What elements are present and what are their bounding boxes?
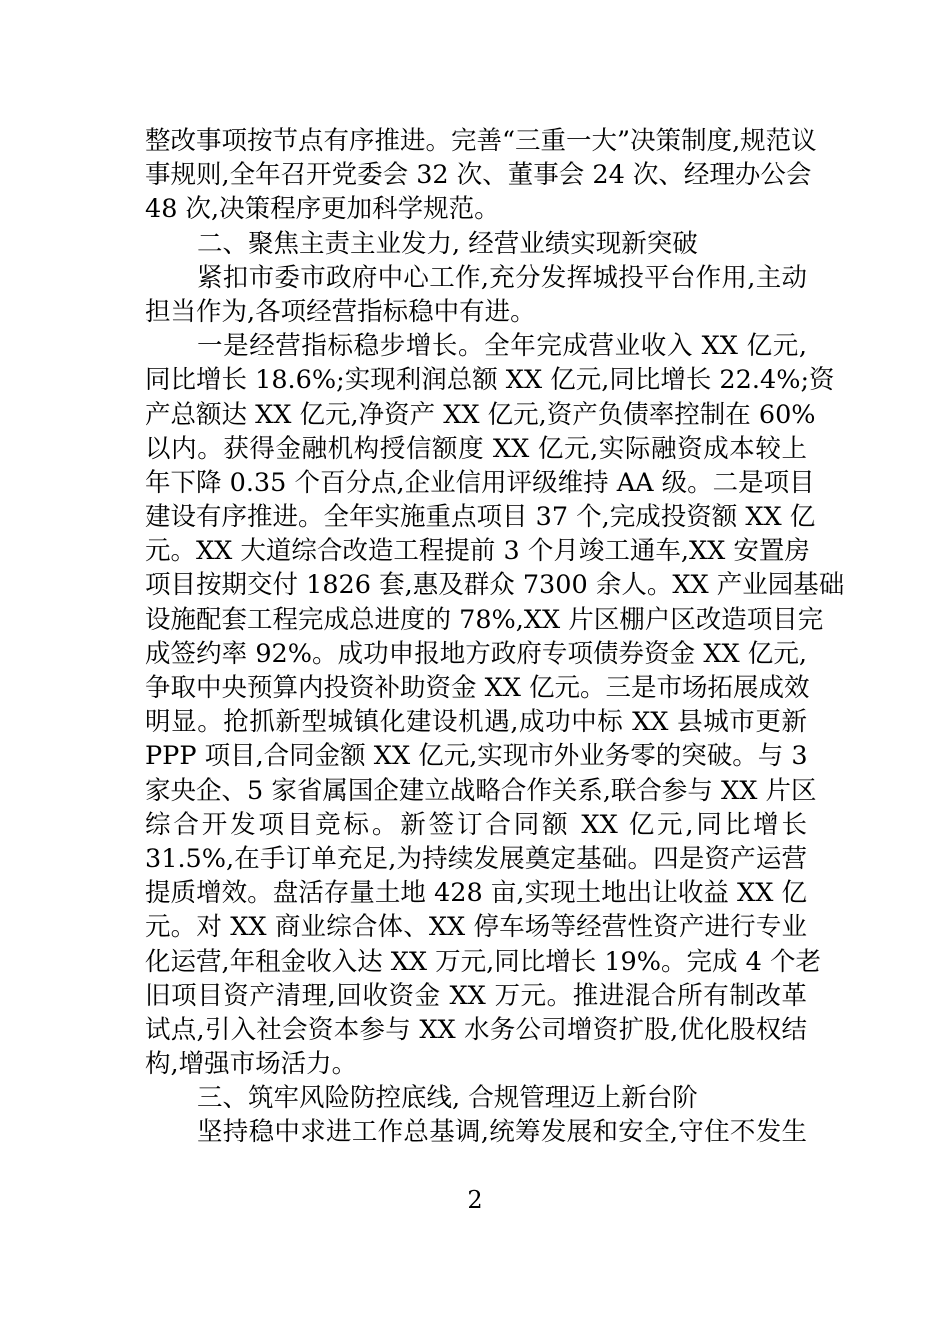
text-line: 综合开发项目竞标。新签订合同额 XX 亿元,同比增长	[145, 809, 807, 840]
text-line: 同比增长 18.6%;实现利润总额 XX 亿元,同比增长 22.4%;资	[145, 365, 835, 396]
text-line: 试点,引入社会资本参与 XX 水务公司增资扩股,优化股权结	[145, 1014, 807, 1045]
text-line: 设施配套工程完成总进度的 78%,XX 片区棚户区改造项目完	[145, 604, 824, 635]
text-line: 31.5%,在手订单充足,为持续发展奠定基础。四是资产运营	[145, 843, 807, 874]
text-line: 构,增强市场活力。	[145, 1049, 358, 1080]
text-line: 担当作为,各项经营指标稳中有进。	[145, 296, 536, 327]
text-line: 一是经营指标稳步增长。全年完成营业收入 XX 亿元,	[197, 331, 807, 362]
text-line: 化运营,年租金收入达 XX 万元,同比增长 19%。完成 4 个老	[145, 946, 821, 977]
text-line: 争取中央预算内投资补助资金 XX 亿元。三是市场拓展成效	[145, 673, 810, 703]
text-line: 提质增效。盘活存量土地 428 亩,实现土地出让收益 XX 亿	[145, 878, 807, 909]
para-intro-3	[145, 1115, 807, 1149]
para-continuation	[145, 124, 817, 227]
text-line: 项目按期交付 1826 套,惠及群众 7300 余人。XX 产业园基础	[145, 570, 845, 601]
text-line: 家央企、5 家省属国企建立战略合作关系,联合参与 XX 片区	[145, 775, 817, 806]
page-number: 2	[467, 1186, 483, 1214]
text-line: 元。XX 大道综合改造工程提前 3 个月竣工通车,XX 安置房	[145, 536, 810, 567]
text-line: 紧扣市委市政府中心工作,充分发挥城投平台作用,主动	[197, 262, 807, 293]
text-line: 年下降 0.35 个百分点,企业信用评级维持 AA 级。二是项目	[145, 467, 815, 498]
text-line: 成签约率 92%。成功申报地方政府专项债券资金 XX 亿元,	[145, 638, 807, 669]
para-operations	[145, 329, 845, 1081]
text-line: 元。对 XX 商业综合体、XX 停车场等经营性资产进行专业	[145, 912, 807, 943]
text-line: 48 次,决策程序更加科学规范。	[145, 194, 500, 225]
text-line: 产总额达 XX 亿元,净资产 XX 亿元,资产负债率控制在 60%	[145, 399, 816, 430]
text-line: 建设有序推进。全年实施重点项目 37 个,完成投资额 XX 亿	[145, 502, 816, 533]
text-line: 以内。获得金融机构授信额度 XX 亿元,实际融资成本较上	[145, 433, 807, 464]
text-line: 事规则,全年召开党委会 32 次、董事会 24 次、经理办公会	[145, 160, 812, 191]
text-line: 三、筑牢风险防控底线, 合规管理迈上新台阶	[197, 1083, 698, 1114]
text-line: 旧项目资产清理,回收资金 XX 万元。推进混合所有制改革	[145, 980, 807, 1011]
section-heading-3	[145, 1081, 807, 1115]
text-line: 二、聚焦主责主业发力, 经营业绩实现新突破	[197, 228, 698, 259]
text-line: 坚持稳中求进工作总基调,统筹发展和安全,守住不发生	[197, 1117, 807, 1148]
text-line: 整改事项按节点有序推进。完善“三重一大”决策制度,规范议	[145, 126, 817, 156]
text-line: 明显。抢抓新型城镇化建设机遇,成功中标 XX 县城市更新	[145, 707, 807, 738]
text-line: PPP 项目,合同金额 XX 亿元,实现市外业务零的突破。与 3	[145, 741, 808, 772]
section-heading-2	[145, 227, 807, 261]
document-body	[145, 124, 845, 1150]
para-intro-2	[145, 261, 807, 329]
